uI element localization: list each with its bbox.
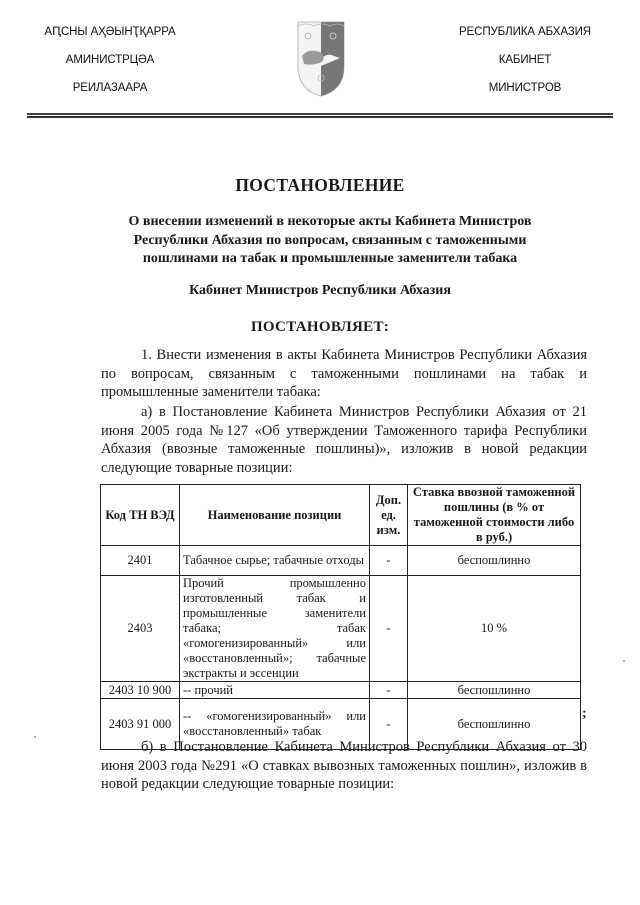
paragraph-b: б) в Постановление Кабинета Министров Республики Абхазия от 30 июня 2003 года №291 «О ставках вывозных таможенных пошлин», изложив в новой редакции следующие товарные позиции:: [101, 739, 587, 793]
header-russian-block: [440, 24, 610, 108]
header-abkhaz-block: [30, 24, 190, 108]
scan-speck: [623, 660, 625, 662]
decrees-heading: ПОСТАНОВЛЯЕТ:: [250, 319, 390, 335]
header-abkhaz-line-1: АԤСНЫ АҲӘЫНҬҚАРРА: [44, 26, 176, 38]
document-title: ПОСТАНОВЛЕНИЕ: [235, 175, 405, 195]
cell-unit: -: [370, 699, 408, 750]
cell-name: -- прочий: [180, 682, 370, 699]
cell-name: Табачное сырье; табачные отходы: [180, 546, 370, 576]
header-unit: Доп. ед. изм.: [370, 485, 408, 546]
scan-speck: [34, 736, 36, 738]
cell-code: 2403: [101, 576, 180, 682]
header-abkhaz-line-2: АМИНИСТРЦӘА: [65, 54, 155, 66]
table-row: [101, 682, 581, 699]
header-russian-line-2: КАБИНЕТ: [498, 54, 552, 66]
cell-rate: беспошлинно: [408, 546, 581, 576]
cell-name: -- «гомогенизированный» или «восстановленный» табак: [180, 699, 370, 750]
table-header-row: [101, 485, 581, 546]
cell-name: Прочий промышленно изготовленный табак и промышленные заменители табака; табак «гомогенизированный» или «восстановленный»; табачные экстракты и эссенции: [180, 576, 370, 682]
cell-unit: -: [370, 576, 408, 682]
header-russian-line-1: РЕСПУБЛИКА АБХАЗИЯ: [458, 26, 592, 38]
cell-rate: 10 %: [408, 576, 581, 682]
tariff-table: [100, 484, 581, 750]
header-russian-line-3: МИНИСТРОВ: [488, 82, 562, 94]
header-name: Наименование позиции: [180, 485, 370, 546]
document-subtitle: О внесении изменений в некоторые акты Кабинета Министров Республики Абхазия по вопросам, связанным с таможенными пошлинами на табак и промышленные заменители табака: [128, 214, 532, 266]
cell-code: 2403 10 900: [101, 682, 180, 699]
coat-of-arms-icon: [296, 20, 346, 98]
header-double-rule: [27, 113, 613, 118]
paragraph-a: а) в Постановление Кабинета Министров Республики Абхазия от 21 июня 2005 года №127 «Об утверждении Таможенного тарифа Республики Абхазия (ввозные таможенные пошлины)», изложив в новой редакции следующие товарные позиции:: [101, 404, 587, 476]
header-code: Код ТН ВЭД: [101, 485, 180, 546]
paragraph-1: 1. Внести изменения в акты Кабинета Министров Республики Абхазия по вопросам, связанным с таможенными пошлинами на табак и промышленные заменители табака:: [101, 347, 587, 401]
header-abkhaz-line-3: РЕИЛАЗААРА: [72, 82, 148, 94]
cell-rate: беспошлинно: [408, 682, 581, 699]
cell-unit: -: [370, 682, 408, 699]
cell-code: 2401: [101, 546, 180, 576]
cell-code: 2403 91 000: [101, 699, 180, 750]
header-rate: Ставка ввозной таможенной пошлины (в % от таможенной стоимости либо в руб.): [408, 485, 581, 546]
table-row: [101, 576, 581, 682]
table-end-semicolon: ;: [582, 706, 587, 721]
cell-rate: беспошлинно: [408, 699, 581, 750]
cell-unit: -: [370, 546, 408, 576]
document-issuer: Кабинет Министров Республики Абхазия: [189, 283, 451, 298]
table-row: [101, 546, 581, 576]
